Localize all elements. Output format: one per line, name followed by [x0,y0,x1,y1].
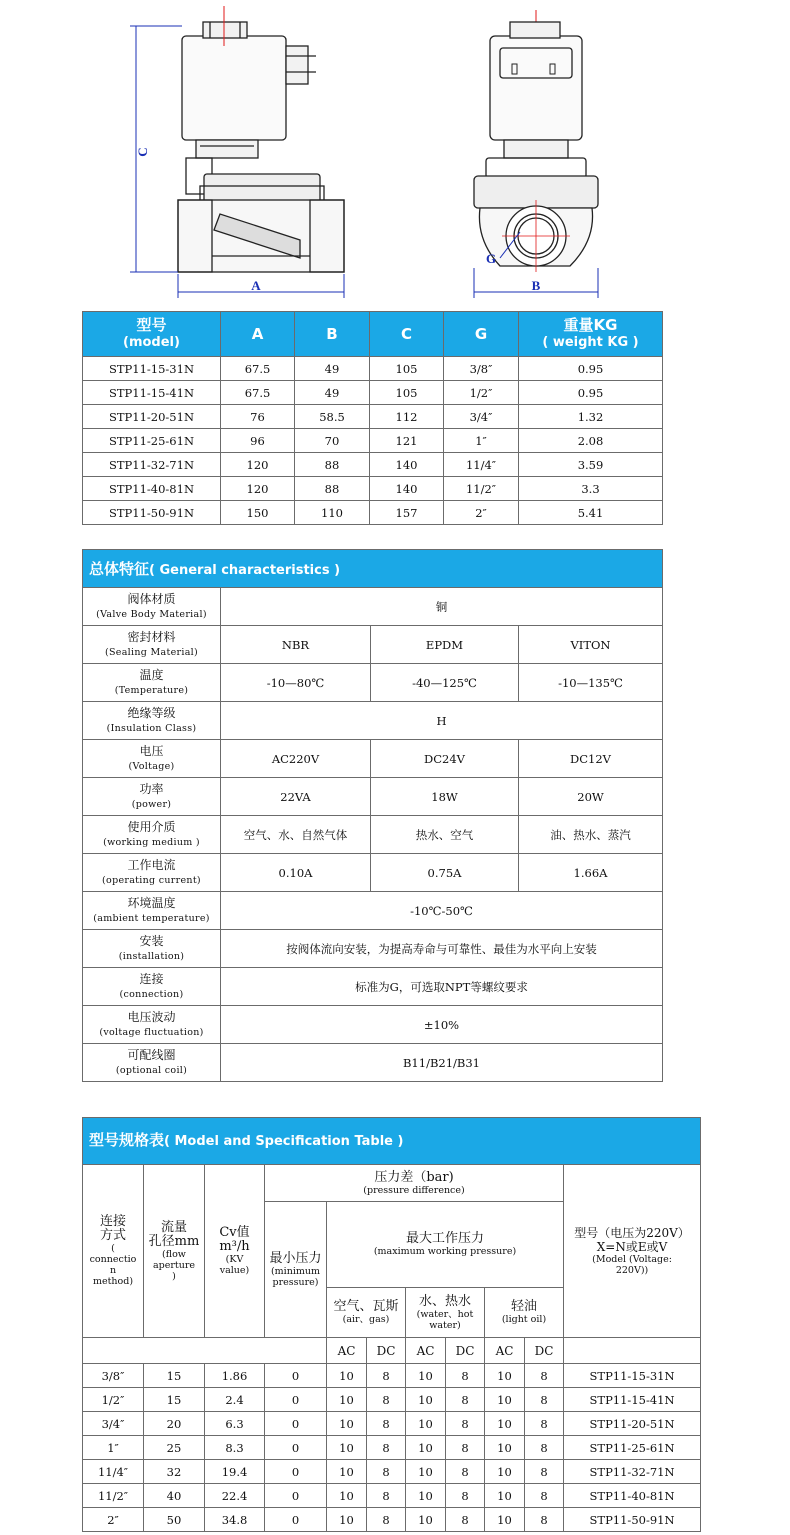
characteristic-value: NBR [221,626,371,664]
general-characteristics-table [82,549,663,1082]
dimensions-table [82,311,663,525]
label-zh: 电压 [139,743,164,758]
table-row [83,381,663,405]
table-row [83,429,663,453]
label-zh: 安装 [139,933,164,948]
label-en: (Valve Body Material) [96,608,207,620]
table-cell: STP11-32-71N [564,1460,701,1484]
label-en: (Voltage) [128,760,175,772]
characteristic-value: 标准为G，可选取NPT等螺纹要求 [221,968,663,1006]
table-cell: 67.5 [221,381,295,405]
characteristic-value: -40—125℃ [371,664,519,702]
characteristic-row [83,816,663,854]
table-cell: 0 [265,1412,327,1436]
characteristic-row [83,664,663,702]
table-cell: STP11-40-81N [564,1484,701,1508]
characteristic-row [83,892,663,930]
characteristic-row [83,702,663,740]
table-cell: 140 [370,477,444,501]
characteristic-value: 空气、水、自然气体 [221,816,371,854]
table-cell: 88 [295,453,370,477]
table-cell: 120 [221,477,295,501]
label-en: (Sealing Material) [104,646,198,658]
characteristic-row [83,968,663,1006]
header-light-oil: 轻油 (light oil) [485,1288,564,1338]
label-zh: 功率 [139,781,164,796]
characteristic-value: 0.75A [371,854,519,892]
characteristic-label [83,626,221,664]
label-en: (optional coil) [115,1064,188,1076]
table-cell: 0 [265,1508,327,1532]
spec-title-zh: 型号规格表 [89,1131,165,1149]
table-cell: 11/2″ [444,477,519,501]
table-cell: 157 [370,501,444,525]
table-cell: 8 [367,1364,406,1388]
table-cell: 3.59 [519,453,663,477]
table-cell: 8 [525,1460,564,1484]
characteristic-value: 20W [519,778,663,816]
table-cell: 105 [370,381,444,405]
dimensions-header-cell [519,312,663,357]
table-cell: 121 [370,429,444,453]
table-cell: 8 [367,1436,406,1460]
label-zh: 阀体材质 [127,591,176,606]
table-cell: STP11-15-41N [564,1388,701,1412]
table-cell: 10 [406,1412,446,1436]
label-en: (connection) [119,988,184,1000]
table-cell: 2″ [444,501,519,525]
table-cell: 0.95 [519,357,663,381]
table-cell: 1″ [444,429,519,453]
characteristic-value: 18W [371,778,519,816]
header-sublabel: ( weight KG ) [542,335,639,350]
characteristic-label [83,740,221,778]
table-cell: 120 [221,453,295,477]
table-cell: 1/2″ [83,1388,144,1412]
table-cell: 8 [367,1412,406,1436]
table-cell: 5.41 [519,501,663,525]
general-characteristics-title [83,550,663,588]
label-en: (operating current) [102,874,201,886]
table-cell: 8 [367,1508,406,1532]
table-cell: 2″ [83,1508,144,1532]
characteristic-label [83,1006,221,1044]
table-cell: 8 [525,1508,564,1532]
table-row [83,1436,701,1460]
characteristic-label [83,968,221,1006]
characteristic-label [83,778,221,816]
table-cell: 15 [144,1388,205,1412]
label-zh: 绝缘等级 [127,705,176,720]
table-cell: 0 [265,1364,327,1388]
table-cell: 10 [406,1484,446,1508]
table-cell: 3/8″ [444,357,519,381]
label-zh: 温度 [139,667,164,682]
table-cell: 3/4″ [83,1412,144,1436]
characteristic-label [83,854,221,892]
table-cell: STP11-32-71N [83,453,221,477]
general-title-en: ( General characteristics ) [149,563,341,578]
header-label: A [251,324,264,343]
header-label: 型号 [136,316,167,334]
characteristic-value: -10—80℃ [221,664,371,702]
water-ac: AC [406,1338,446,1364]
model-spec-table [82,1117,701,1532]
characteristic-value: DC24V [371,740,519,778]
table-cell: 10 [327,1460,367,1484]
characteristic-row [83,778,663,816]
table-cell: STP11-25-61N [564,1436,701,1460]
table-cell: 105 [370,357,444,381]
characteristic-value: 22VA [221,778,371,816]
characteristic-value: ±10% [221,1006,663,1044]
characteristic-value: AC220V [221,740,371,778]
header-min-pressure: 最小压力 (minimum pressure) [265,1202,327,1338]
table-cell: STP11-50-91N [83,501,221,525]
characteristic-value: DC12V [519,740,663,778]
label-zh: 使用介质 [127,819,176,834]
table-cell: 8 [446,1364,485,1388]
header-cv-value: Cv值 m³/h (KV value) [205,1165,265,1338]
label-zh: 电压波动 [127,1009,176,1024]
characteristic-value: 按阀体流向安装，为提高寿命与可靠性、最佳为水平向上安装 [221,930,663,968]
header-label: 重量KG [563,316,618,334]
table-cell: 34.8 [205,1508,265,1532]
table-cell: 8 [525,1412,564,1436]
characteristic-row [83,1006,663,1044]
table-cell: STP11-20-51N [564,1412,701,1436]
spec-table-title [83,1118,701,1165]
label-zh: 工作电流 [127,857,176,872]
header-label: C [400,324,412,343]
table-cell: STP11-40-81N [83,477,221,501]
table-cell: STP11-50-91N [564,1508,701,1532]
dimension-a [178,274,344,298]
table-row [83,405,663,429]
characteristic-label [83,816,221,854]
characteristic-label [83,588,221,626]
table-cell: 8 [446,1388,485,1412]
table-cell: 70 [295,429,370,453]
table-cell: 22.4 [205,1484,265,1508]
table-cell: 1.32 [519,405,663,429]
table-cell: 0 [265,1436,327,1460]
table-cell: 8 [446,1484,485,1508]
general-title-zh: 总体特征 [89,560,150,578]
table-cell: 2.08 [519,429,663,453]
characteristic-value: B11/B21/B31 [221,1044,663,1082]
label-en: (Insulation Class) [106,722,197,734]
table-row [83,1460,701,1484]
table-cell: 10 [485,1364,525,1388]
table-cell: 150 [221,501,295,525]
table-cell: 10 [327,1436,367,1460]
table-row [83,1508,701,1532]
table-cell: 6.3 [205,1412,265,1436]
table-row [83,453,663,477]
table-cell: STP11-25-61N [83,429,221,453]
characteristic-value: 油、热水、蒸汽 [519,816,663,854]
label-en: (working medium ) [103,836,200,848]
table-cell: 10 [327,1388,367,1412]
table-cell: 1″ [83,1436,144,1460]
table-cell: 10 [485,1412,525,1436]
header-flow-aperture: 流量 孔径mm (flow aperture ) [144,1165,205,1338]
dimensions-header-cell [444,312,519,357]
table-cell: 1/2″ [444,381,519,405]
table-cell: 3/4″ [444,405,519,429]
characteristic-value: H [221,702,663,740]
table-cell: 112 [370,405,444,429]
dimensions-header-cell [370,312,444,357]
table-cell: 11/2″ [83,1484,144,1508]
table-cell: 10 [327,1508,367,1532]
table-cell: 8 [446,1412,485,1436]
header-connection: 连接 方式 ( connectio n method) [83,1165,144,1338]
label-en: (Temperature) [114,684,189,696]
table-cell: 88 [295,477,370,501]
table-cell: 20 [144,1412,205,1436]
header-label: G [474,324,488,343]
table-cell: 0 [265,1460,327,1484]
table-cell: 10 [406,1364,446,1388]
table-cell: 10 [406,1388,446,1412]
table-cell: 140 [370,453,444,477]
air-dc: DC [367,1338,406,1364]
table-cell: 15 [144,1364,205,1388]
label-zh: 连接 [139,971,164,986]
characteristic-row [83,930,663,968]
dimensions-header-row [83,312,663,357]
table-cell: 19.4 [205,1460,265,1484]
table-cell: 8 [367,1388,406,1412]
table-cell: 10 [485,1460,525,1484]
table-cell: 10 [406,1436,446,1460]
characteristic-label [83,702,221,740]
table-cell: STP11-15-31N [83,357,221,381]
label-en: (power) [131,798,172,810]
oil-ac: AC [485,1338,525,1364]
table-cell: 8 [525,1436,564,1460]
oil-dc: DC [525,1338,564,1364]
characteristic-value: 热水、空气 [371,816,519,854]
label-en: (voltage fluctuation) [99,1026,204,1038]
table-cell: 50 [144,1508,205,1532]
table-cell: 32 [144,1460,205,1484]
table-cell: STP11-15-41N [83,381,221,405]
ac-dc-header-row [83,1338,701,1364]
dimensions-header-cell [221,312,295,357]
table-row [83,1412,701,1436]
header-sublabel: (model) [123,335,180,350]
label-en: (ambient temperature) [93,912,210,924]
table-cell: 8 [525,1388,564,1412]
table-cell: 49 [295,357,370,381]
characteristic-row [83,854,663,892]
header-model: 型号（电压为220V） X=N或E或V (Model (Voltage: 220V)) [564,1165,701,1338]
dimensions-header-cell [295,312,370,357]
table-cell: 8 [446,1460,485,1484]
characteristic-row [83,588,663,626]
characteristic-value: -10—135℃ [519,664,663,702]
air-ac: AC [327,1338,367,1364]
dim-label-c: C [135,147,150,157]
table-cell: 25 [144,1436,205,1460]
table-cell: 11/4″ [444,453,519,477]
characteristic-row [83,1044,663,1082]
table-cell: 11/4″ [83,1460,144,1484]
table-cell: 8 [525,1484,564,1508]
label-en: (installation) [118,950,185,962]
table-cell: 58.5 [295,405,370,429]
model-spacer [564,1338,701,1364]
dim-label-b: B [531,278,541,293]
table-cell: 10 [485,1388,525,1412]
table-cell: 67.5 [221,357,295,381]
table-cell: 40 [144,1484,205,1508]
characteristic-value: 0.10A [221,854,371,892]
table-cell: 10 [327,1412,367,1436]
table-cell: 76 [221,405,295,429]
header-label: B [326,324,338,343]
table-cell: 1.86 [205,1364,265,1388]
table-cell: 8 [446,1436,485,1460]
table-cell: 10 [327,1484,367,1508]
header-pressure-difference: 压力差（bar) (pressure difference) [265,1165,564,1202]
characteristic-value: 铜 [221,588,663,626]
table-cell: 3.3 [519,477,663,501]
characteristic-label [83,1044,221,1082]
characteristic-row [83,740,663,778]
header-air-gas: 空气、瓦斯 (air、gas) [327,1288,406,1338]
characteristic-label [83,930,221,968]
dim-label-a: A [251,278,261,293]
characteristic-value: VITON [519,626,663,664]
table-cell: 8 [367,1460,406,1484]
table-cell: 8 [367,1484,406,1508]
label-zh: 环境温度 [127,895,176,910]
table-row [83,1388,701,1412]
table-row [83,477,663,501]
table-cell: 96 [221,429,295,453]
characteristic-row [83,626,663,664]
dimensions-header-cell [83,312,221,357]
table-cell: 10 [485,1508,525,1532]
header-max-pressure: 最大工作压力 (maximum working pressure) [327,1202,564,1288]
ac-dc-spacer [83,1338,327,1364]
characteristic-value: EPDM [371,626,519,664]
table-row [83,1364,701,1388]
spec-title-en: ( Model and Specification Table ) [164,1134,404,1149]
table-cell: 0 [265,1484,327,1508]
table-cell: 10 [327,1364,367,1388]
table-cell: 8.3 [205,1436,265,1460]
table-cell: 8 [525,1364,564,1388]
table-cell: 10 [406,1460,446,1484]
table-cell: 0 [265,1388,327,1412]
table-cell: 3/8″ [83,1364,144,1388]
table-row [83,501,663,525]
table-cell: 110 [295,501,370,525]
table-cell: STP11-15-31N [564,1364,701,1388]
side-view [178,22,344,272]
table-cell: 10 [485,1484,525,1508]
table-cell: STP11-20-51N [83,405,221,429]
table-row [83,357,663,381]
label-zh: 可配线圈 [127,1047,176,1062]
valve-technical-drawing [0,0,790,305]
characteristic-label [83,664,221,702]
table-cell: 49 [295,381,370,405]
header-water: 水、热水 (water、hot water) [406,1288,485,1338]
characteristic-label [83,892,221,930]
table-cell: 10 [485,1436,525,1460]
dim-label-g: G [485,251,497,266]
table-cell: 0.95 [519,381,663,405]
table-cell: 8 [446,1508,485,1532]
table-row [83,1484,701,1508]
characteristic-value: 1.66A [519,854,663,892]
label-zh: 密封材料 [127,629,176,644]
characteristic-value: -10℃-50℃ [221,892,663,930]
table-cell: 10 [406,1508,446,1532]
table-cell: 2.4 [205,1388,265,1412]
water-dc: DC [446,1338,485,1364]
